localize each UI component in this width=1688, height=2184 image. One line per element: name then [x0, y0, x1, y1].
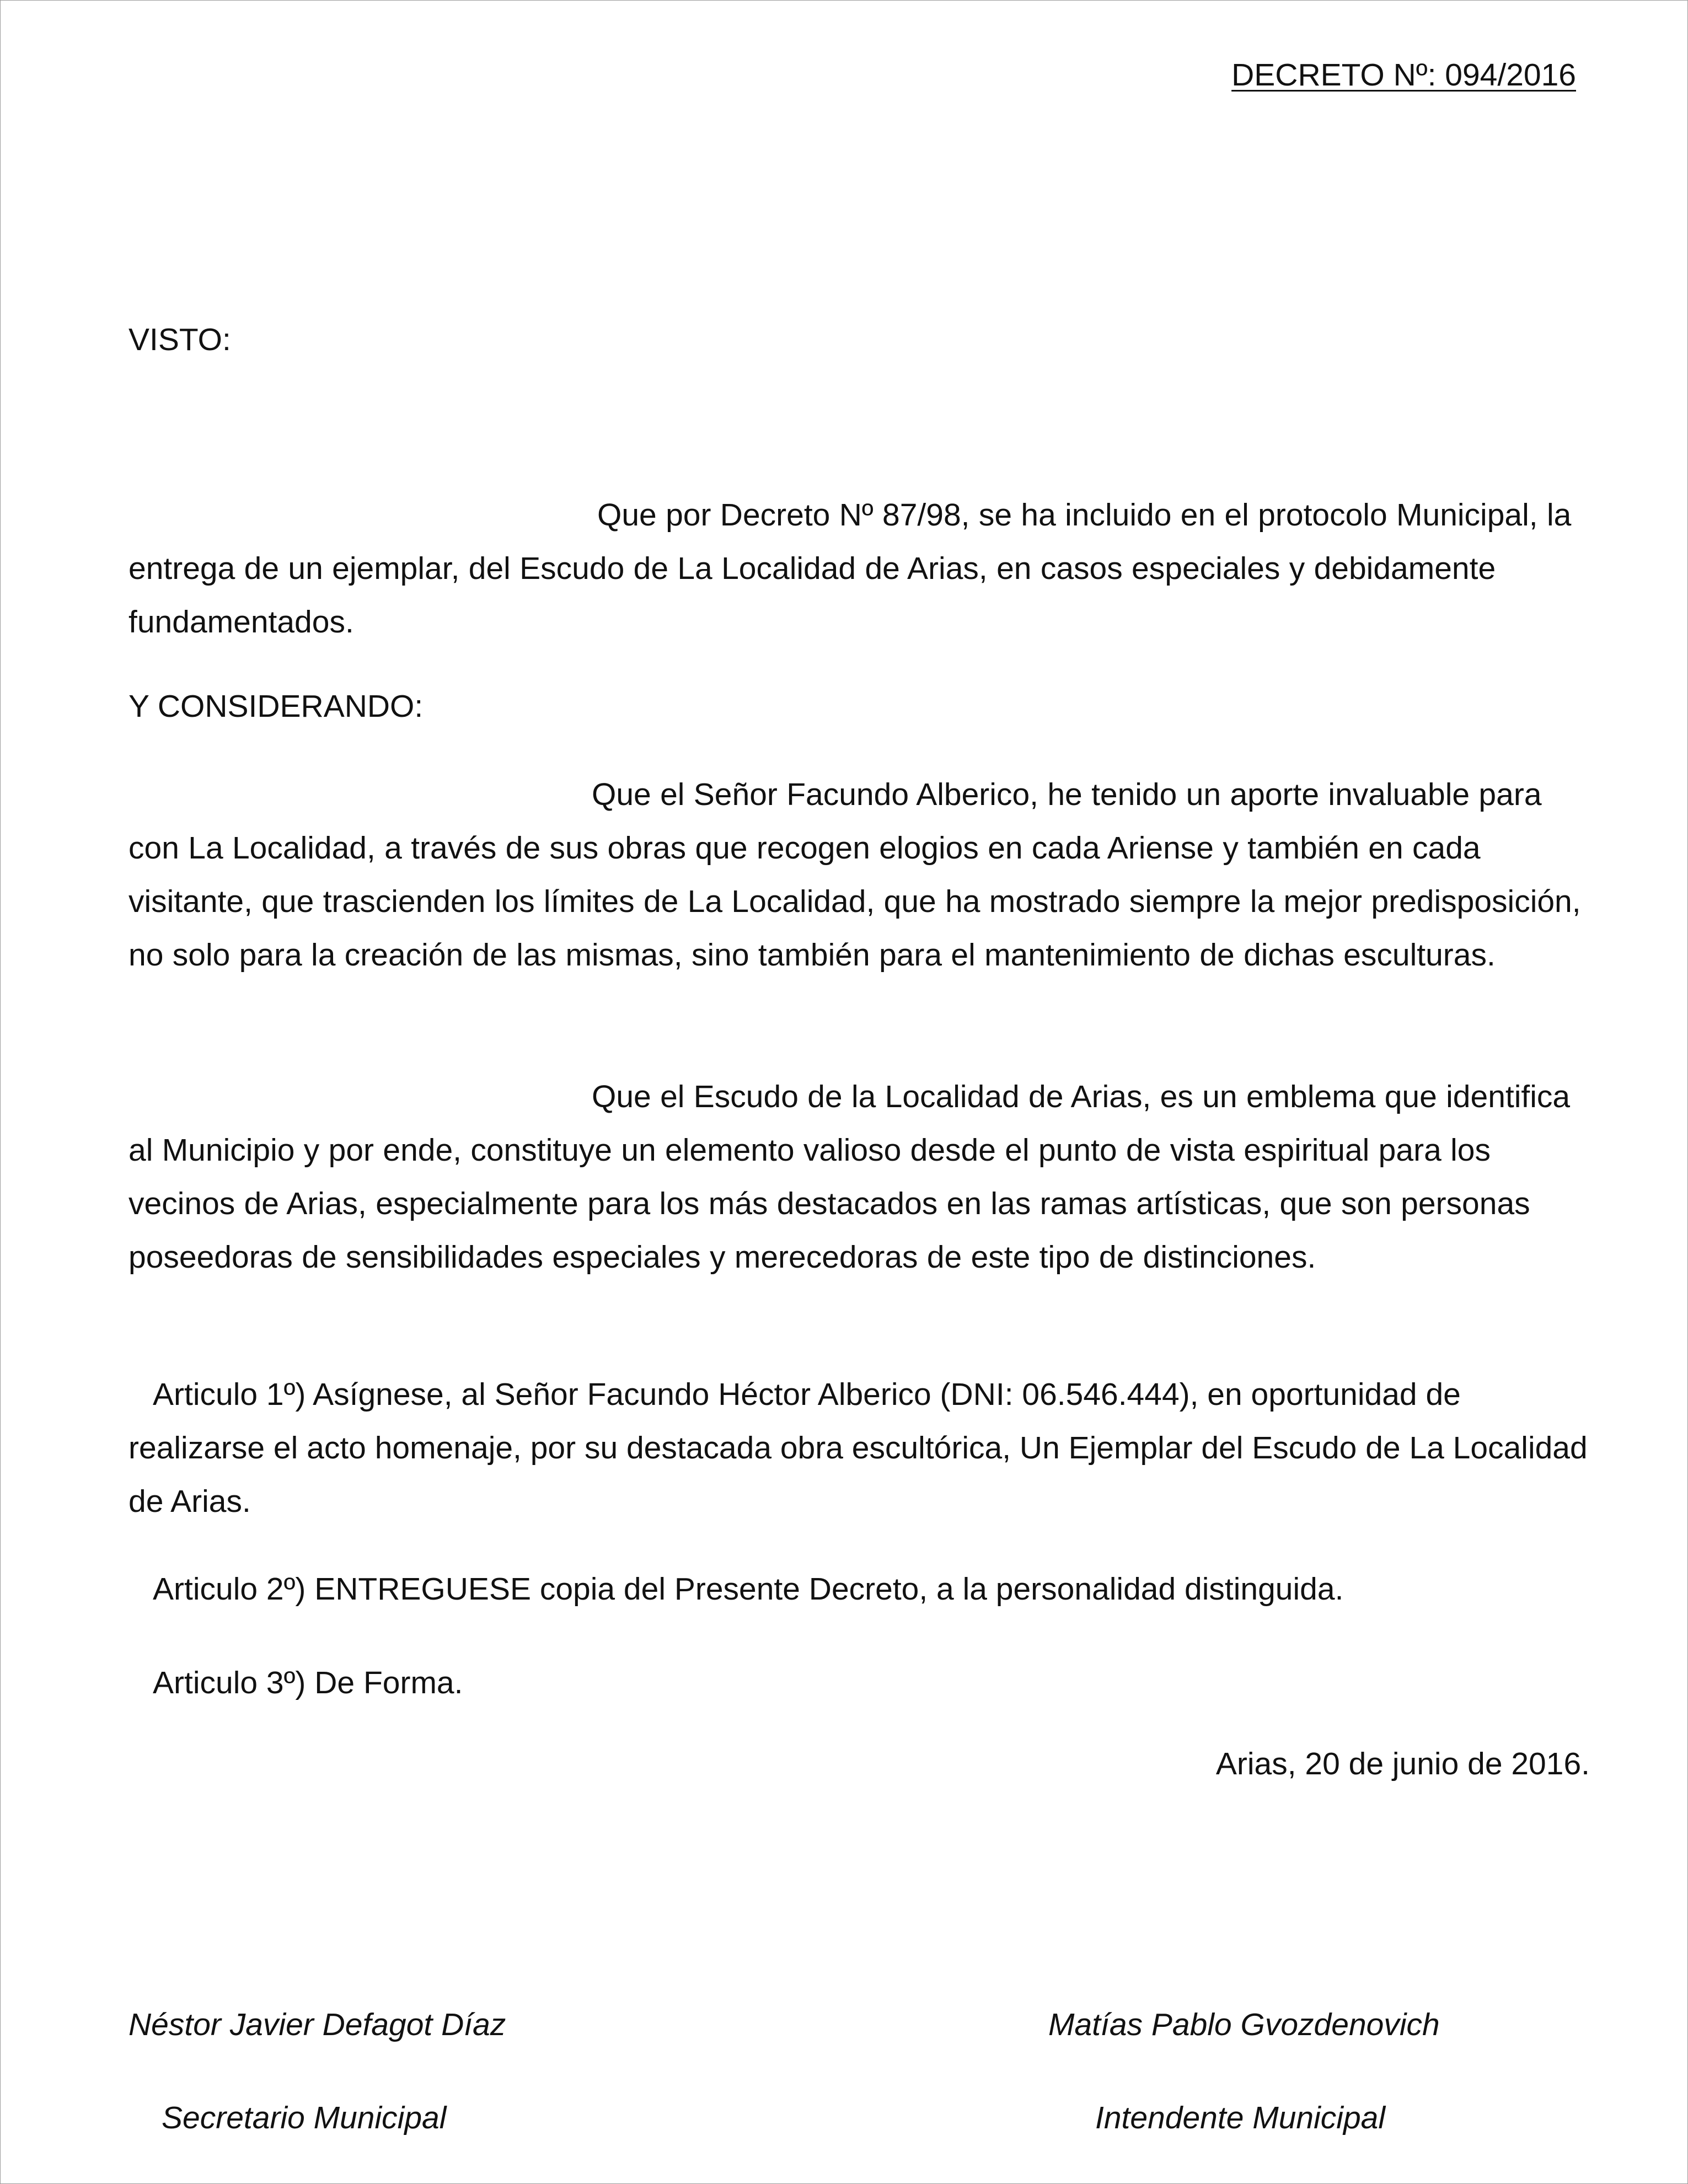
signature-right-title: Intendente Municipal — [1095, 2100, 1386, 2135]
considerando-heading: Y CONSIDERANDO: — [128, 689, 424, 724]
signature-right-name: Matías Pablo Gvozdenovich — [1048, 2007, 1440, 2042]
considerando-paragraph-1: Que el Señor Facundo Alberico, he tenido un aporte invaluable para con La Localidad, a través de sus obras que recogen elogios en cada Ariense y también en cada visitante, que trascienden los límites de La Localidad, que ha mostrado siempre la mejor predisposición, no solo para la creación de las mismas, sino también para el mantenimiento de dichas esculturas. — [128, 777, 1581, 973]
closing-date: Arias, 20 de junio de 2016. — [1215, 1746, 1590, 1781]
article-1: Articulo 1º) Asígnese, al Señor Facundo Héctor Alberico (DNI: 06.546.444), en oportunidad de realizarse el acto homenaje, por su destacada obra escultórica, Un Ejemplar del Escudo de La Localidad de Arias. — [128, 1377, 1588, 1519]
article-2: Articulo 2º) ENTREGUESE copia del Presente Decreto, a la personalidad distinguida. — [153, 1571, 1344, 1607]
article-3: Articulo 3º) De Forma. — [153, 1665, 463, 1700]
decree-number: DECRETO Nº: 094/2016 — [1231, 57, 1576, 93]
visto-heading: VISTO: — [128, 322, 231, 357]
considerando-paragraph-2: Que el Escudo de la Localidad de Arias, es un emblema que identifica al Municipio y por ende, constituye un elemento valioso desde el punto de vista espiritual para los vecinos de Arias, especialmente para los más destacados en las ramas artísticas, que son personas poseedoras de sensibilidades especiales y merecedoras de este tipo de distinciones. — [128, 1079, 1571, 1275]
signature-left-name: Néstor Javier Defagot Díaz — [128, 2007, 506, 2042]
visto-paragraph: Que por Decreto Nº 87/98, se ha incluido en el protocolo Municipal, la entrega de un ejemplar, del Escudo de La Localidad de Arias, en casos especiales y debidamente fundamentados. — [128, 497, 1572, 640]
signature-left-title: Secretario Municipal — [162, 2100, 447, 2135]
